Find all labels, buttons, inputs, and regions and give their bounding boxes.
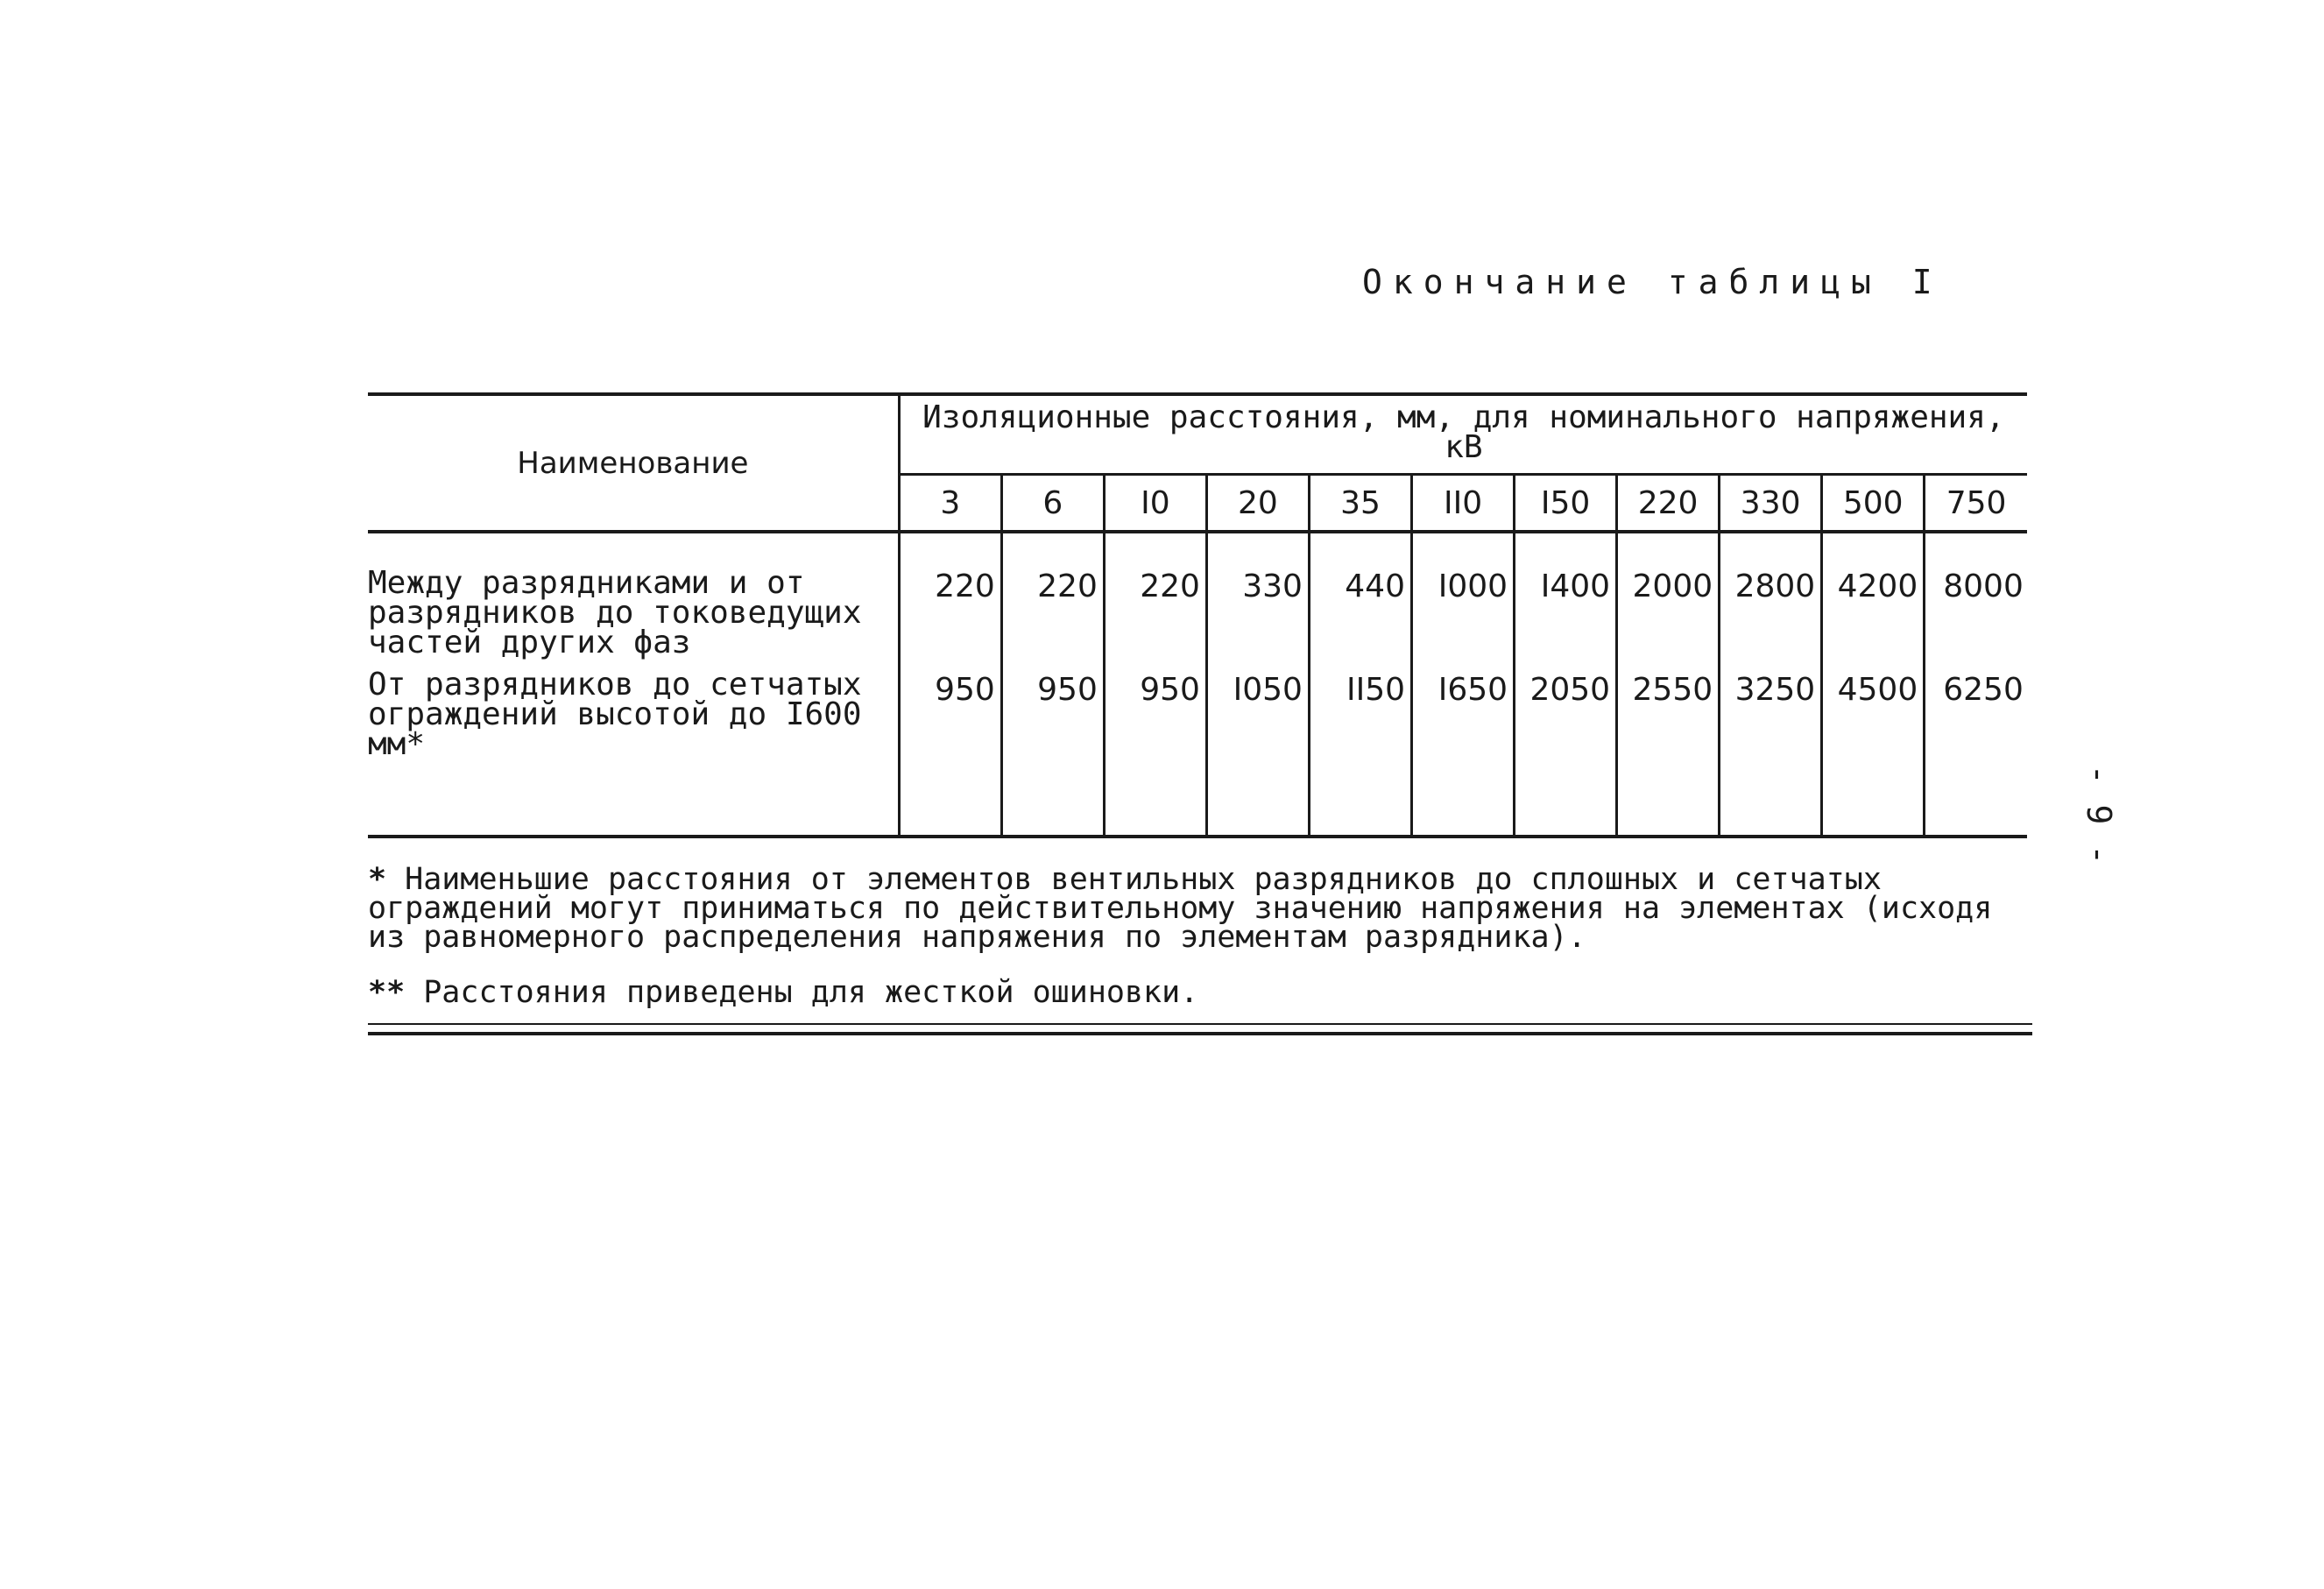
header-name: Наименование bbox=[368, 394, 899, 532]
table-cell: 2000 bbox=[1617, 532, 1720, 658]
header-voltage: II0 bbox=[1412, 475, 1515, 533]
table-cell: 950 bbox=[1104, 658, 1206, 837]
table-cell: 8000 bbox=[1943, 569, 2024, 604]
table-cell: 220 bbox=[899, 532, 1001, 658]
table-cell: 220 bbox=[1104, 532, 1206, 658]
footnote-2-text: Расстояния приведены для жесткой ошиновки. bbox=[423, 975, 1199, 1010]
header-voltage: I0 bbox=[1104, 475, 1206, 533]
row-name: Между разрядниками и от разрядников до токоведущих частей других фаз bbox=[368, 532, 899, 658]
table-cell: 6250 bbox=[1925, 658, 2027, 837]
table-cell: 4500 bbox=[1822, 658, 1925, 837]
table-cell: I000 bbox=[1412, 532, 1515, 658]
page-number: - 9 - bbox=[2080, 764, 2118, 865]
table-cell: 440 bbox=[1309, 532, 1411, 658]
divider bbox=[368, 1023, 2032, 1025]
row-name: От разрядников до сетчатых ограждений высотой до I600 мм* bbox=[368, 658, 899, 837]
footnotes bbox=[368, 862, 2032, 1010]
divider bbox=[368, 1032, 2032, 1035]
table-cell: I650 bbox=[1412, 658, 1515, 837]
header-voltage: 330 bbox=[1720, 475, 1822, 533]
table-cell: I400 bbox=[1515, 532, 1617, 658]
header-voltage: 6 bbox=[1001, 475, 1104, 533]
header-voltage: 500 bbox=[1822, 475, 1925, 533]
footnote-2-mark: ** bbox=[368, 975, 406, 1010]
table-cell: 3250 bbox=[1720, 658, 1822, 837]
table-cell: I050 bbox=[1206, 658, 1309, 837]
header-voltage: I50 bbox=[1515, 475, 1617, 533]
footnote-1-mark: * bbox=[368, 862, 387, 897]
header-voltage: 220 bbox=[1617, 475, 1720, 533]
header-voltage-group: Изоляционные расстояния, мм, для номинального напряжения, кВ bbox=[899, 394, 2027, 475]
table-row bbox=[368, 532, 2027, 658]
table-cell: II50 bbox=[1309, 658, 1411, 837]
table-cell: 4200 bbox=[1822, 532, 1925, 658]
insulation-distance-table bbox=[368, 392, 2027, 838]
header-voltage: 3 bbox=[899, 475, 1001, 533]
table-row bbox=[368, 658, 2027, 837]
header-voltage: 35 bbox=[1309, 475, 1411, 533]
footnote-1 bbox=[368, 862, 2032, 955]
header-voltage: 20 bbox=[1206, 475, 1309, 533]
footnote-1-text: Наименьшие расстояния от элементов вентильных разрядников до сплошных и сетчатых ограждений могут приниматься по действительному значению напряжения на элементах (исходя из равномерного распределения напряжения по элементам разрядника). bbox=[368, 862, 1993, 955]
table-cell: 2050 bbox=[1515, 658, 1617, 837]
table-caption: Окончание таблицы I bbox=[1362, 263, 1943, 301]
header-voltage: 750 bbox=[1925, 475, 2027, 533]
table-cell: 330 bbox=[1206, 532, 1309, 658]
table-cell: 950 bbox=[899, 658, 1001, 837]
table-cell: 950 bbox=[1001, 658, 1104, 837]
table-cell: 2550 bbox=[1617, 658, 1720, 837]
table-cell: 2800 bbox=[1720, 532, 1822, 658]
table-cell: 220 bbox=[1001, 532, 1104, 658]
footnote-2 bbox=[368, 975, 2032, 1010]
